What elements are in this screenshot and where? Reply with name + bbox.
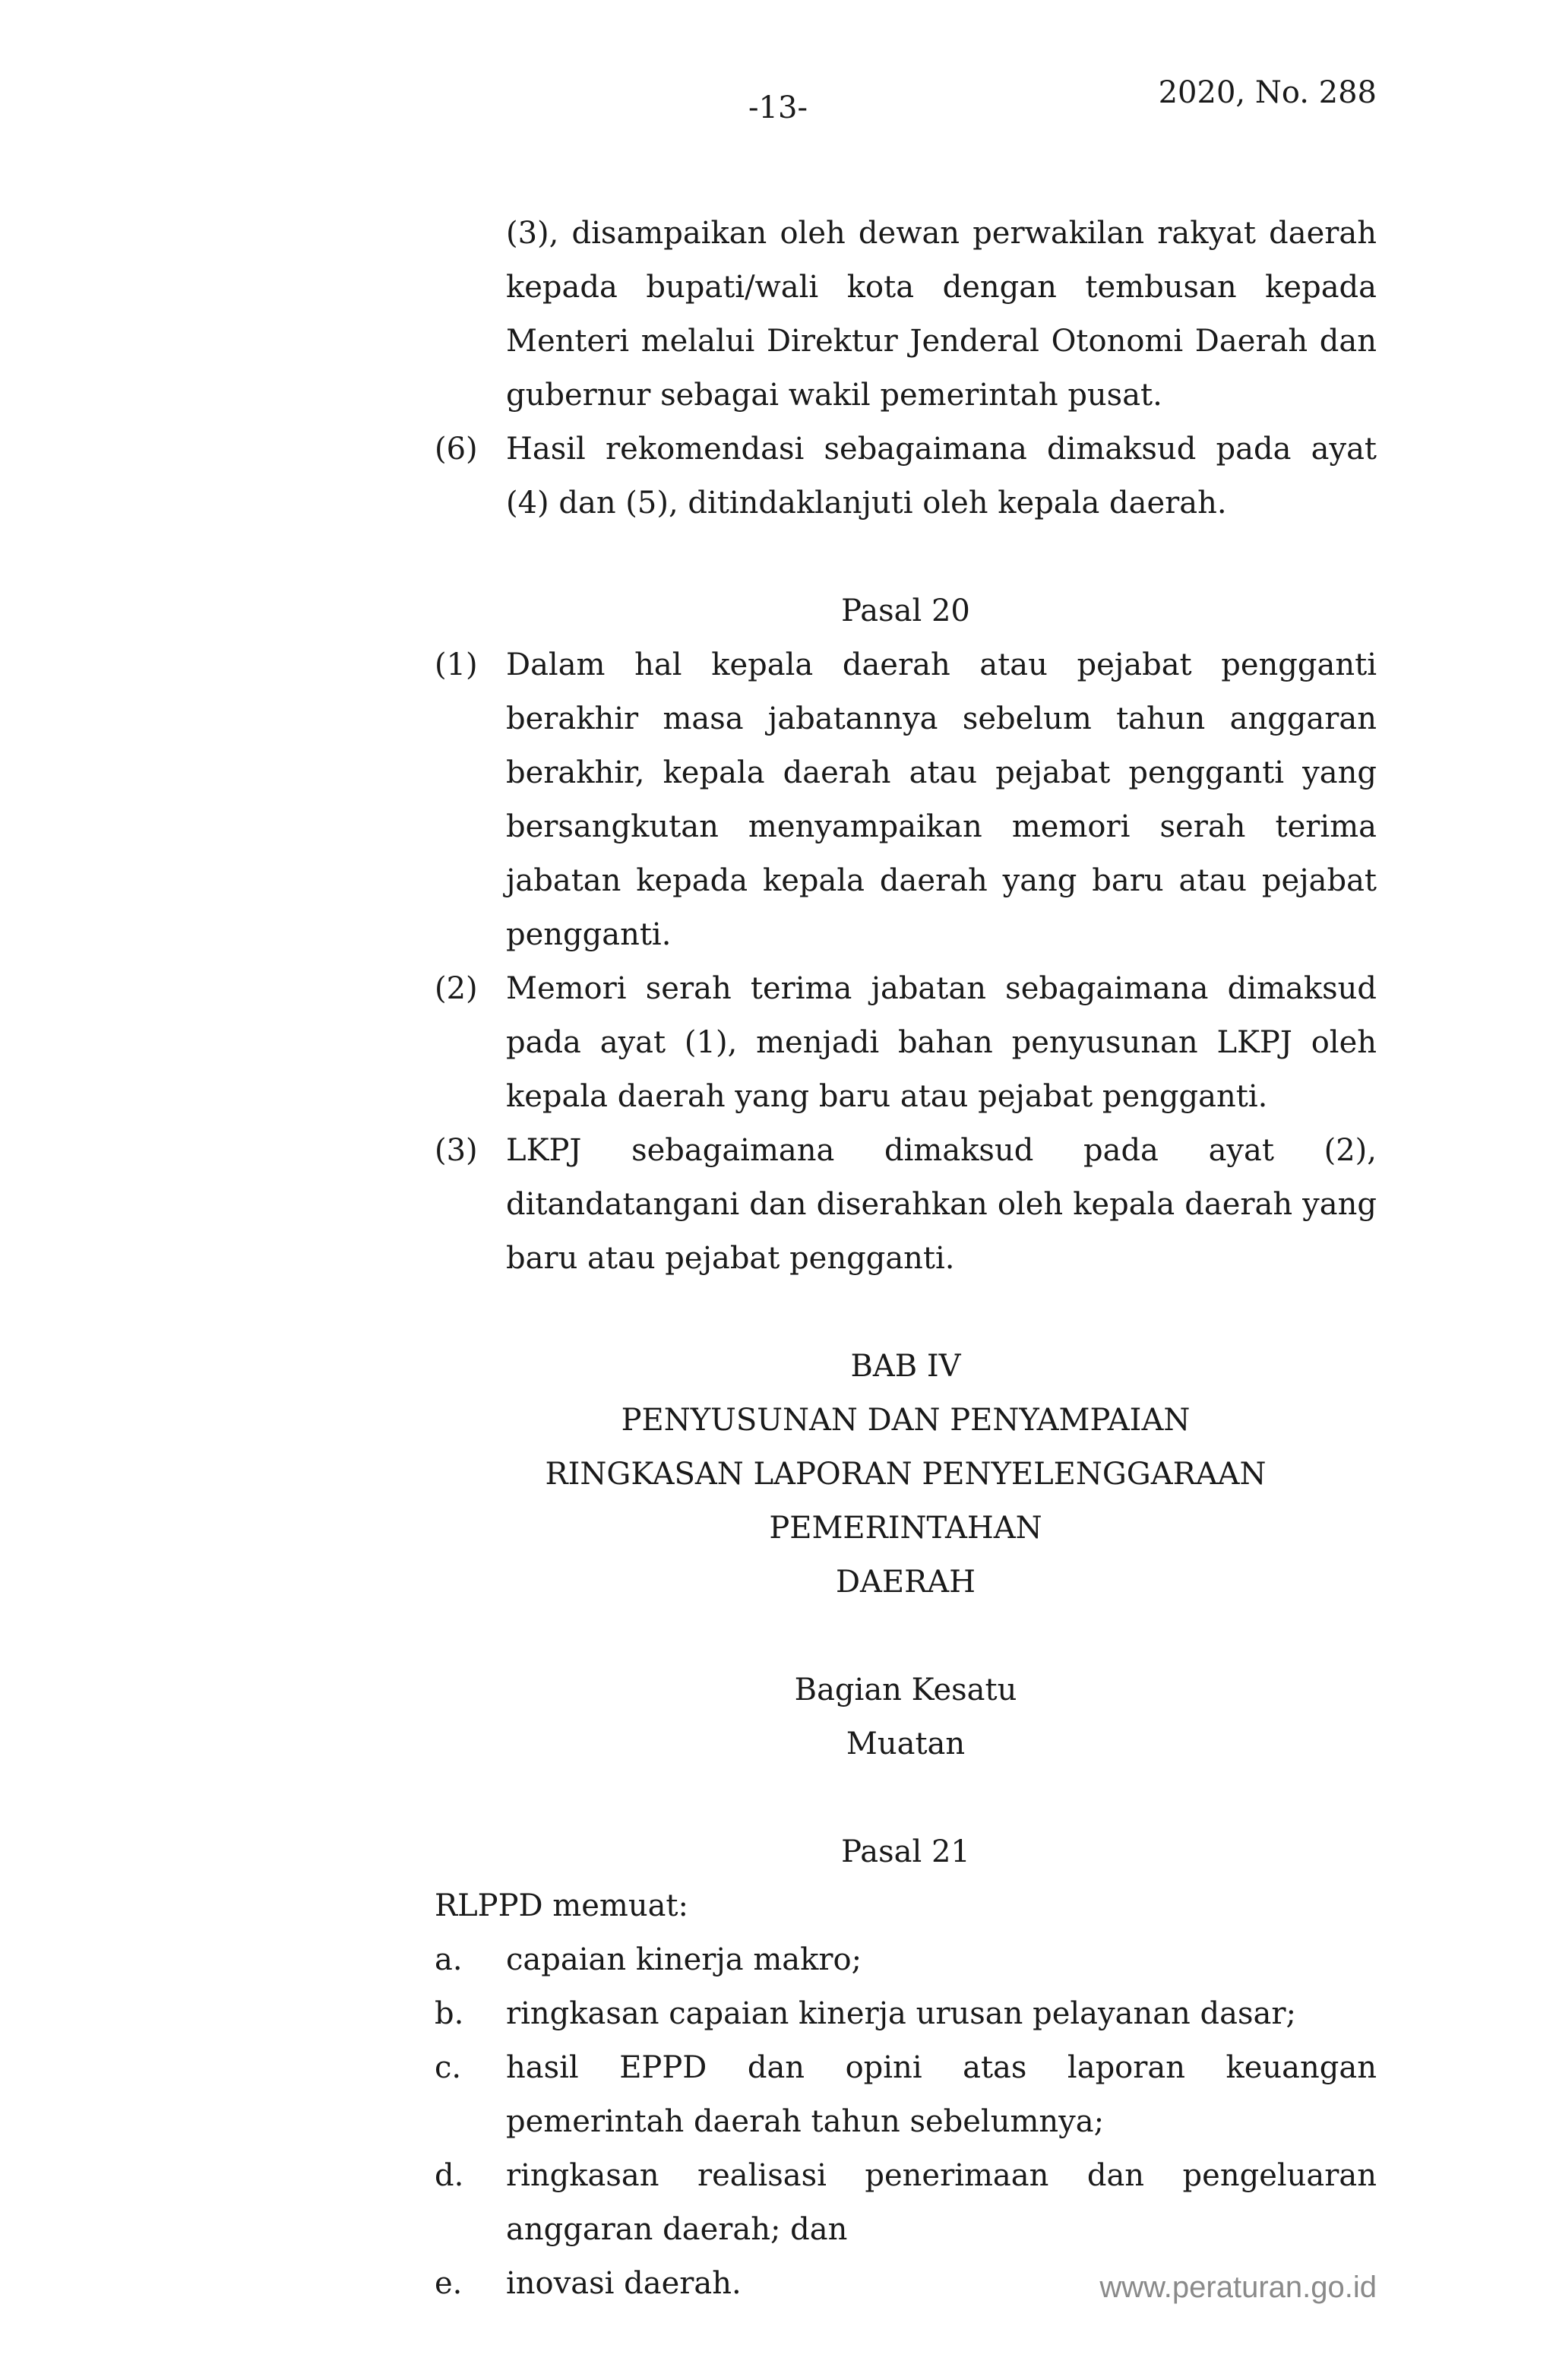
page-number: -13- xyxy=(748,90,808,125)
pasal-21-title: Pasal 21 xyxy=(841,1834,970,1869)
list-item-d xyxy=(435,2149,1377,2257)
list-label: e. xyxy=(435,2266,463,2301)
bab-title-line-3: DAERAH xyxy=(835,1565,976,1600)
pasal-20-ayat-1 xyxy=(435,638,1377,962)
bab-title-line-2: RINGKASAN LAPORAN PENYELENGGARAAN PEMERINTAHAN xyxy=(545,1457,1267,1546)
bab-title-line-1: PENYUSUNAN DAN PENYAMPAIAN xyxy=(621,1403,1191,1438)
ayat-text: Dalam hal kepala daerah atau pejabat pengganti berakhir masa jabatannya sebelum tahun anggaran berakhir, kepala daerah atau pejabat pengganti yang bersangkutan menyampaikan memori serah terima jabatan kepada kepala daerah yang baru atau pejabat pengganti. xyxy=(506,647,1377,952)
pasal-21-intro: RLPPD memuat: xyxy=(435,1888,688,1923)
list-item-c xyxy=(435,2041,1377,2149)
ayat-text: Memori serah terima jabatan sebagaimana dimaksud pada ayat (1), menjadi bahan penyusunan LKPJ oleh kepala daerah yang baru atau pejabat pengganti. xyxy=(506,971,1377,1114)
ayat-text: LKPJ sebagaimana dimaksud pada ayat (2), ditandatangani dan diserahkan oleh kepala daerah yang baru atau pejabat pengganti. xyxy=(506,1133,1377,1276)
continuation-paragraph: (3), disampaikan oleh dewan perwakilan rakyat daerah kepada bupati/wali kota dengan tembusan kepada Menteri melalui Direktur Jenderal Otonomi Daerah dan gubernur sebagai wakil pemerintah pusat. xyxy=(506,216,1377,413)
document-body xyxy=(435,207,1377,2311)
list-text: capaian kinerja makro; xyxy=(506,1942,862,1977)
list-text: hasil EPPD dan opini atas laporan keuangan pemerintah daerah tahun sebelumnya; xyxy=(506,2050,1377,2139)
list-text: inovasi daerah. xyxy=(506,2266,742,2301)
gazette-reference: 2020, No. 288 xyxy=(1158,75,1377,110)
list-text: ringkasan realisasi penerimaan dan pengeluaran anggaran daerah; dan xyxy=(506,2158,1377,2247)
bagian-title: Bagian Kesatu xyxy=(794,1673,1017,1707)
list-label: b. xyxy=(435,1996,464,2031)
pasal-20-title: Pasal 20 xyxy=(841,593,970,628)
ayat-label: (3) xyxy=(435,1133,478,1168)
list-text: ringkasan capaian kinerja urusan pelayanan dasar; xyxy=(506,1996,1296,2031)
list-item-b xyxy=(435,1987,1377,2041)
footer-url: www.peraturan.go.id xyxy=(1099,2271,1377,2304)
list-label: d. xyxy=(435,2158,464,2193)
pasal-20-ayat-2 xyxy=(435,962,1377,1124)
bagian-subtitle: Muatan xyxy=(846,1726,966,1761)
ayat-6 xyxy=(435,423,1377,530)
list-label: c. xyxy=(435,2050,462,2085)
ayat-label: (2) xyxy=(435,971,478,1006)
pasal-20-ayat-3 xyxy=(435,1124,1377,1286)
ayat-text: Hasil rekomendasi sebagaimana dimaksud pada ayat (4) dan (5), ditindaklanjuti oleh kepala daerah. xyxy=(506,432,1377,521)
bab-number: BAB IV xyxy=(850,1349,961,1384)
list-item-a xyxy=(435,1933,1377,1987)
ayat-label: (1) xyxy=(435,647,478,682)
list-label: a. xyxy=(435,1942,463,1977)
ayat-label: (6) xyxy=(435,432,478,467)
